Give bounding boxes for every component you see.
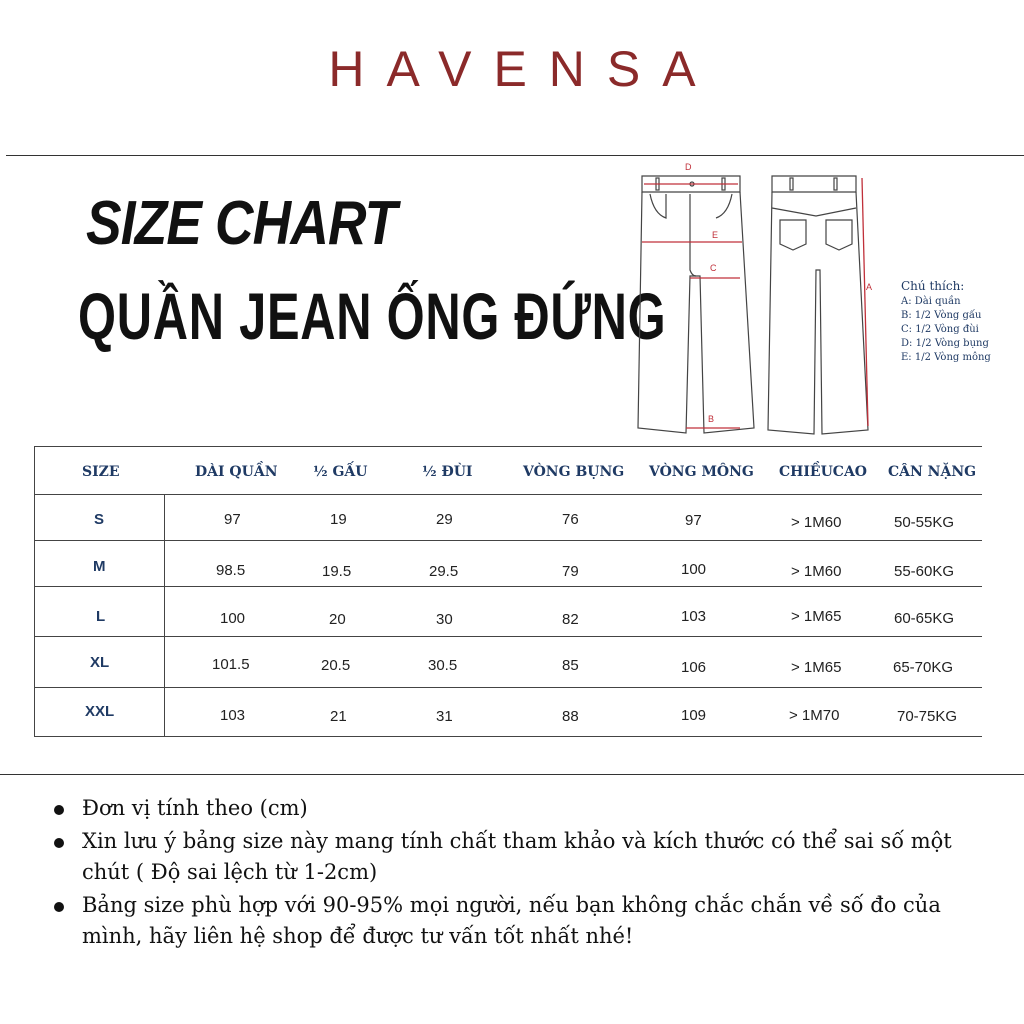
header-length: DÀI QUẦN — [195, 464, 278, 480]
brand-logo: HAVENSA — [328, 41, 718, 97]
cell-weight: 65-70KG — [893, 659, 954, 676]
row-size-m: M — [93, 558, 106, 575]
table-border — [164, 494, 165, 737]
cell-height: > 1M65 — [791, 608, 842, 625]
cell-waist: 79 — [562, 563, 579, 580]
header-half-hem: ½ GẤU — [313, 464, 368, 480]
header-waist: VÒNG BỤNG — [523, 464, 625, 480]
cell-height: > 1M70 — [789, 707, 840, 724]
top-divider — [6, 155, 1024, 156]
table-border — [34, 636, 982, 637]
cell-length: 101.5 — [212, 656, 250, 673]
legend-item: E: 1/2 Vòng mông — [901, 352, 991, 363]
cell-half-thigh: 30.5 — [428, 657, 458, 674]
note-item: Đơn vị tính theo (cm) — [52, 793, 1002, 824]
cell-length: 98.5 — [216, 562, 246, 579]
cell-hip: 103 — [681, 608, 707, 625]
header-weight: CÂN NẶNG — [888, 464, 977, 480]
cell-half-thigh: 29 — [436, 511, 453, 528]
cell-waist: 76 — [562, 511, 579, 528]
note-item: Bảng size phù hợp với 90-95% mọi người, nếu bạn không chắc chắn về số đo của mình, hãy liên hệ shop để được tư vấn tốt nhất nhé! — [52, 890, 1002, 952]
notes-list — [52, 793, 1002, 952]
cell-weight: 70-75KG — [897, 708, 958, 725]
table-border — [34, 586, 982, 587]
label-b: B — [708, 414, 715, 424]
table-border — [34, 736, 982, 737]
cell-hip: 97 — [685, 512, 702, 529]
header-size: SIZE — [82, 464, 120, 480]
cell-half-hem: 19 — [330, 511, 347, 528]
cell-hip: 100 — [681, 561, 707, 578]
cell-length: 103 — [220, 707, 246, 724]
product-title: QUẦN JEAN ỐNG ĐỨNG — [78, 279, 667, 353]
legend-title: Chú thích: — [901, 279, 965, 293]
note-item: Xin lưu ý bảng size này mang tính chất tham khảo và kích thước có thể sai số một chút ( Độ sai lệch từ 1-2cm) — [52, 826, 1002, 888]
cell-half-thigh: 29.5 — [429, 563, 459, 580]
cell-half-hem: 20.5 — [321, 657, 351, 674]
legend-item: A: Dài quần — [901, 296, 961, 307]
chart-title: SIZE CHART — [86, 189, 397, 258]
cell-weight: 50-55KG — [894, 514, 955, 531]
table-border — [34, 687, 982, 688]
cell-hip: 109 — [681, 707, 707, 724]
label-c: C — [710, 263, 717, 273]
row-size-l: L — [96, 608, 106, 625]
cell-weight: 55-60KG — [894, 563, 955, 580]
cell-half-hem: 19.5 — [322, 563, 352, 580]
cell-half-thigh: 30 — [436, 611, 453, 628]
cell-half-thigh: 31 — [436, 708, 453, 725]
legend-item: C: 1/2 Vòng đùi — [901, 324, 979, 335]
table-border — [34, 540, 982, 541]
table-border — [34, 494, 982, 495]
cell-waist: 88 — [562, 708, 579, 725]
cell-waist: 82 — [562, 611, 579, 628]
cell-weight: 60-65KG — [894, 610, 955, 627]
legend-item: D: 1/2 Vòng bụng — [901, 338, 989, 349]
table-border — [34, 446, 35, 737]
label-d: D — [685, 162, 692, 172]
legend-item: B: 1/2 Vòng gấu — [901, 310, 982, 321]
row-size-xl: XL — [90, 654, 110, 671]
table-border — [34, 446, 982, 447]
diagram-legend — [901, 279, 991, 365]
cell-length: 100 — [220, 610, 246, 627]
row-size-xxl: XXL — [85, 703, 115, 720]
cell-hip: 106 — [681, 659, 707, 676]
header-hip: VÒNG MÔNG — [649, 464, 754, 480]
cell-length: 97 — [224, 511, 241, 528]
header-height: CHIỀUCAO — [779, 464, 867, 480]
cell-half-hem: 21 — [330, 708, 347, 725]
cell-height: > 1M65 — [791, 659, 842, 676]
label-e: E — [712, 230, 719, 240]
header-half-thigh: ½ ĐÙI — [422, 464, 473, 480]
size-table — [34, 446, 982, 737]
bottom-divider — [0, 774, 1024, 775]
row-size-s: S — [94, 511, 105, 528]
label-a: A — [866, 282, 873, 292]
cell-half-hem: 20 — [329, 611, 346, 628]
cell-waist: 85 — [562, 657, 579, 674]
cell-height: > 1M60 — [791, 514, 842, 531]
cell-height: > 1M60 — [791, 563, 842, 580]
